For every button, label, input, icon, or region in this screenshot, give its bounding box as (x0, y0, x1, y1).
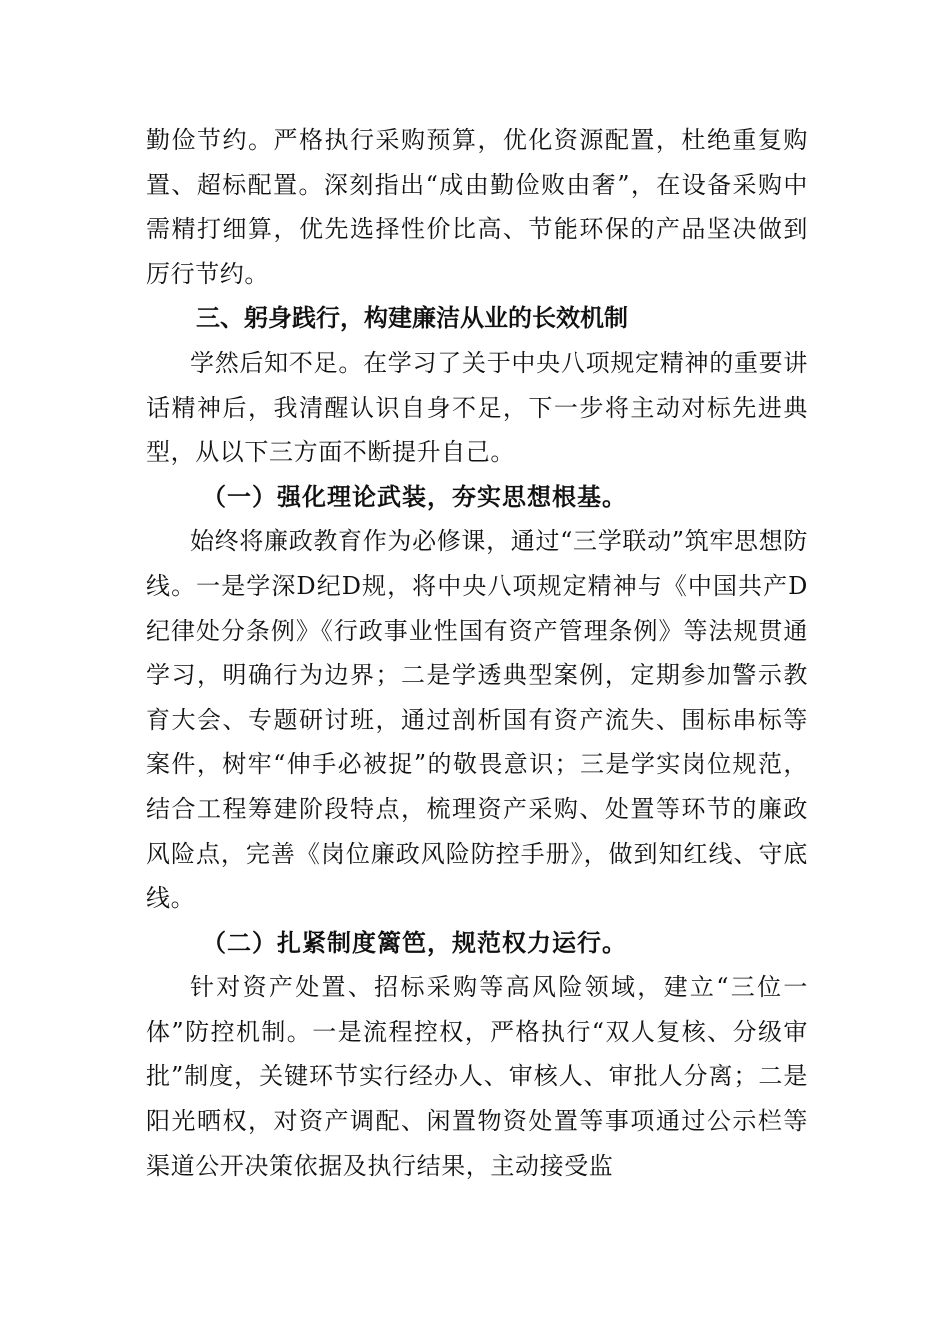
paragraph-section-intro: 学然后知不足。在学习了关于中央八项规定精神的重要讲话精神后，我清醒认识自身不足，下一步将主动对标先进典型，从以下三方面不断提升自己。 (146, 348, 808, 467)
subheading-one: （一）强化理论武装，夯实思想根基。 (202, 481, 627, 511)
paragraph-frugality-continued: 勤俭节约。严格执行采购预算，优化资源配置，杜绝重复购置、超标配置。深刻指出“成由勤俭败由奢”，在设备采购中需精打细算，优先选择性价比高、节能环保的产品坚决做到厉行节约。 (146, 126, 808, 288)
paragraph-theory-study: 始终将廉政教育作为必修课，通过“三学联动”筑牢思想防线。一是学深D纪D规，将中央八项规定精神与《中国共产D纪律处分条例》《行政事业性国有资产管理条例》等法规贯通学习，明确行为边界；二是学透典型案例，定期参加警示教育大会、专题研讨班，通过剖析国有资产流失、围标串标等案件，树牢“伸手必被捉”的敬畏意识；三是学实岗位规范，结合工程筹建阶段特点，梳理资产采购、处置等环节的廉政风险点，完善《岗位廉政风险防控手册》，做到知红线、守底线。 (146, 527, 808, 913)
section-heading-three: 三、躬身践行，构建廉洁从业的长效机制 (196, 304, 628, 333)
document-page (146, 118, 808, 1188)
subheading-two: （二）扎紧制度篱笆，规范权力运行。 (202, 927, 627, 957)
paragraph-institutional-controls: 针对资产处置、招标采购等高风险领域，建立“三位一体”防控机制。一是流程控权，严格执行“双人复核、分级审批”制度，关键环节实行经办人、审核人、审批人分离；二是阳光晒权，对资产调配、闲置物资处置等事项通过公示栏等渠道公开决策依据及执行结果，主动接受监 (146, 973, 808, 1180)
